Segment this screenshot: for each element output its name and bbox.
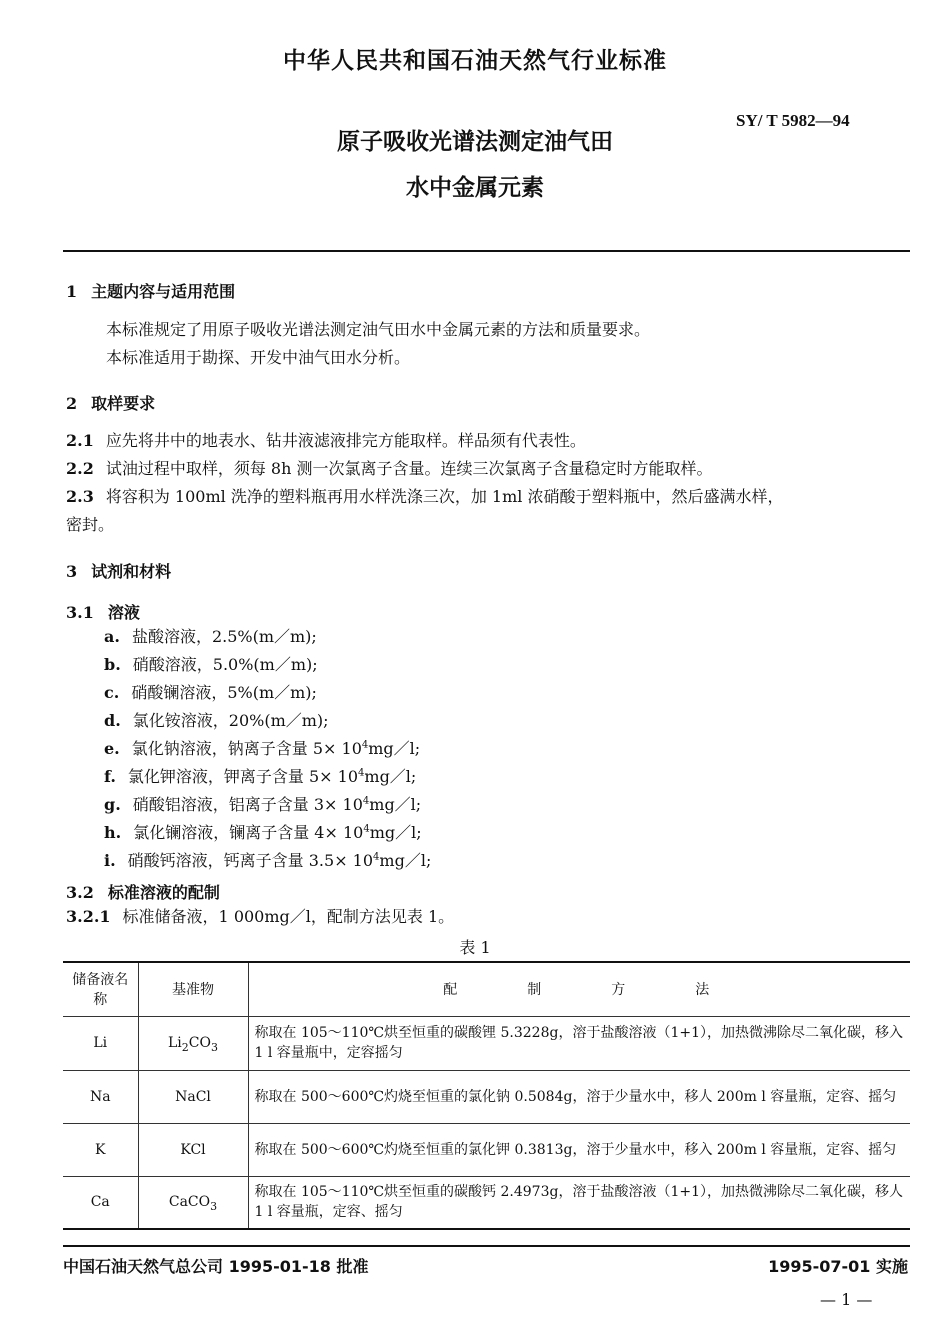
table-row	[63, 1123, 910, 1176]
solution-item-b	[104, 655, 318, 675]
stock-name-cell: Li	[63, 1016, 138, 1070]
solution-item-i	[104, 851, 431, 871]
header-reference: 基准物	[138, 962, 248, 1016]
header-method: 配制方法	[248, 962, 910, 1016]
solution-label: e.	[104, 739, 120, 758]
method-cell: 称取在 105～110℃烘至恒重的碳酸锂 5.3228g，溶于盐酸溶液（1+1），加热微沸除尽二氧化碳，移入 1 l 容量瓶中，定容摇匀	[248, 1016, 910, 1070]
org-title: 中华人民共和国石油天然气行业标准	[283, 48, 667, 74]
solution-text: 硝酸镧溶液，5%(m／m);	[131, 683, 317, 702]
formula-subscript: 3	[210, 1200, 218, 1214]
solution-unit: mg／l;	[369, 795, 422, 814]
solution-item-d	[104, 711, 329, 731]
clause-2-3-continuation: 密封。	[66, 515, 115, 534]
clause-2-2	[66, 459, 713, 479]
solution-text: 氯化铵溶液，20%(m／m);	[132, 711, 329, 730]
section-1-para-2: 本标准适用于勘探、开发中油气田水分析。	[106, 348, 411, 367]
doc-title-line2: 水中金属元素	[406, 175, 544, 201]
solution-unit: mg／l;	[368, 739, 421, 758]
approval-line: 中国石油天然气总公司 1995-01-18 批准	[63, 1257, 369, 1276]
solution-text: 硝酸铝溶液，铝离子含量 3× 10	[132, 795, 363, 814]
formula-subscript: 2	[181, 1040, 189, 1054]
solution-item-a	[104, 627, 317, 647]
section-2-title: 取样要求	[91, 394, 156, 413]
solution-label: f.	[104, 767, 116, 786]
clause-text: 标准储备液，1 000mg／l，配制方法见表 1。	[122, 907, 455, 926]
clause-text: 试油过程中取样，须每 8h 测一次氯离子含量。连续三次氯离子含量稳定时方能取样。	[105, 459, 713, 478]
exponent: 4	[363, 823, 370, 835]
exponent: 4	[362, 795, 370, 807]
section-1-title: 主题内容与适用范围	[91, 282, 236, 301]
method-cell: 称取在 500～600℃灼烧至恒重的氯化钾 0.3813g，溶于少量水中，移入 200m l 容量瓶，定容、摇匀	[248, 1123, 910, 1176]
stock-name-cell: Na	[63, 1070, 138, 1123]
subsection-3-2-number: 3.2	[66, 883, 94, 902]
top-divider	[63, 250, 910, 252]
solution-item-g	[104, 795, 421, 815]
page-number: — 1 —	[820, 1290, 873, 1309]
clause-number: 2.2	[66, 459, 94, 478]
solution-unit: mg／l;	[364, 767, 417, 786]
table-row	[63, 1016, 910, 1070]
clause-text: 将容积为 100ml 洗净的塑料瓶再用水样洗涤三次，加 1ml 浓硝酸于塑料瓶中，然后盛满水样，	[105, 487, 784, 506]
solution-label: d.	[104, 711, 121, 730]
subsection-3-1-number: 3.1	[66, 603, 94, 622]
reference-cell	[138, 1016, 248, 1070]
solution-text: 氯化钾溶液，钾离子含量 5× 10	[127, 767, 359, 786]
formula-part: Li	[168, 1035, 182, 1051]
subsection-3-1-heading	[66, 600, 140, 623]
solution-label: g.	[104, 795, 121, 814]
solution-item-f	[104, 767, 416, 787]
table-row	[63, 1176, 910, 1229]
method-cell: 称取在 500～600℃灼烧至恒重的氯化钠 0.5084g，溶于少量水中，移人 200m l 容量瓶，定容、摇匀	[248, 1070, 910, 1123]
subsection-3-2-heading	[66, 880, 220, 903]
formula-subscript: 3	[210, 1040, 218, 1054]
exponent: 4	[373, 851, 380, 863]
reference-cell: NaCl	[138, 1070, 248, 1123]
solution-item-e	[104, 739, 420, 759]
solution-text: 氯化钠溶液，钠离子含量 5× 10	[131, 739, 362, 758]
solution-item-c	[104, 683, 317, 703]
clause-3-2-1	[66, 907, 454, 927]
section-3-title: 试剂和材料	[91, 562, 172, 581]
solution-text: 盐酸溶液，2.5%(m／m);	[131, 627, 317, 646]
clause-number: 2.3	[66, 487, 94, 506]
section-1-heading	[66, 279, 235, 302]
solution-unit: mg／l;	[369, 823, 422, 842]
solution-text: 氯化镧溶液，镧离子含量 4× 10	[133, 823, 364, 842]
formula-part: CaCO	[168, 1194, 211, 1211]
method-cell: 称取在 105～110℃烘至恒重的碳酸钙 2.4973g，溶于盐酸溶液（1+1），加热微沸除尽二氧化碳，移人 1 l 容量瓶，定容、摇匀	[248, 1176, 910, 1229]
clause-number: 3.2.1	[66, 907, 111, 926]
formula-part: CO	[188, 1035, 211, 1051]
solution-item-h	[104, 823, 422, 843]
solution-label: h.	[104, 823, 122, 842]
clause-text: 应先将井中的地表水、钻井液滤液排完方能取样。样品须有代表性。	[105, 431, 586, 450]
clause-2-3	[66, 487, 916, 507]
stock-name-cell: K	[63, 1123, 138, 1176]
clause-number: 2.1	[66, 431, 94, 450]
solution-text: 硝酸钙溶液，钙离子含量 3.5× 10	[127, 851, 374, 870]
table-title: 表 1	[459, 938, 491, 957]
exponent: 4	[361, 739, 369, 751]
section-2-heading	[66, 391, 155, 414]
solution-label: a.	[104, 627, 120, 646]
effective-date: 1995-07-01 实施	[768, 1257, 908, 1276]
stock-name-cell: Ca	[63, 1176, 138, 1229]
solution-label: i.	[104, 851, 116, 870]
exponent: 4	[358, 767, 365, 779]
section-3-heading	[66, 559, 171, 582]
standard-code: SY/ T 5982—94	[736, 111, 850, 130]
solution-label: b.	[104, 655, 121, 674]
bottom-divider	[63, 1245, 910, 1247]
reagent-table	[63, 961, 910, 1230]
subsection-3-1-title: 溶液	[107, 603, 140, 622]
section-3-number: 3	[66, 562, 78, 581]
table-header-row	[63, 962, 910, 1016]
section-1-para-1: 本标准规定了用原子吸收光谱法测定油气田水中金属元素的方法和质量要求。	[106, 320, 651, 339]
solution-text: 硝酸溶液，5.0%(m／m);	[132, 655, 318, 674]
solution-label: c.	[104, 683, 120, 702]
header-stock-name: 储备液名称	[63, 962, 138, 1016]
subsection-3-2-title: 标准溶液的配制	[107, 883, 220, 902]
solution-unit: mg／l;	[379, 851, 432, 870]
section-2-number: 2	[66, 394, 78, 413]
doc-title-line1: 原子吸收光谱法测定油气田	[337, 129, 613, 155]
reference-cell	[138, 1176, 248, 1229]
table-row	[63, 1070, 910, 1123]
reference-cell: KCl	[138, 1123, 248, 1176]
clause-2-1	[66, 431, 586, 451]
section-1-number: 1	[66, 282, 78, 301]
